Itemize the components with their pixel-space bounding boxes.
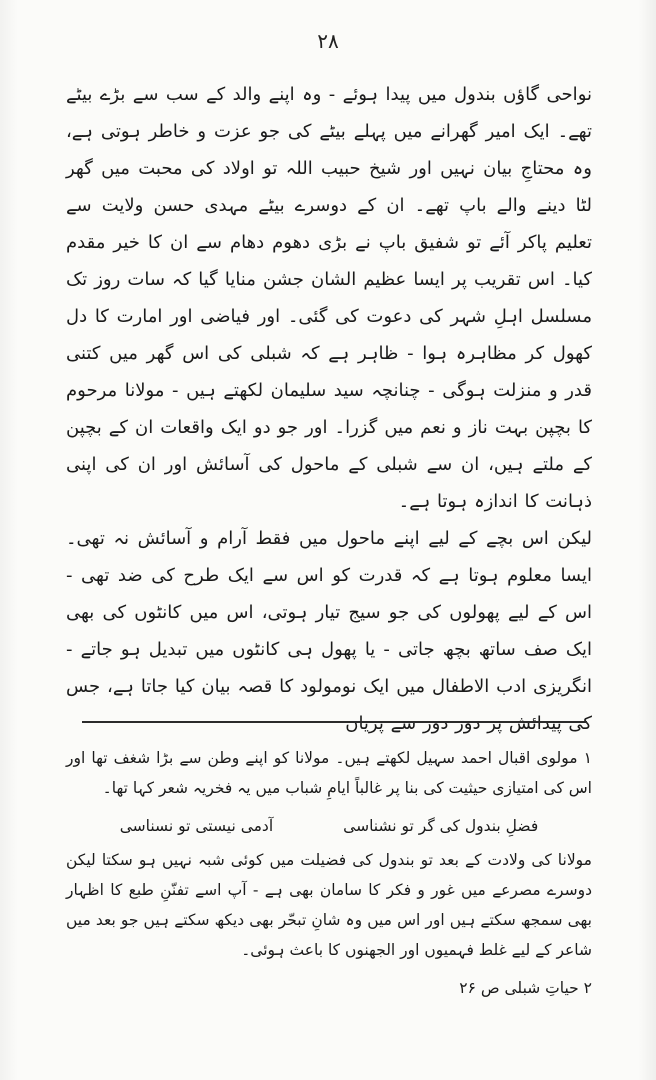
page-number: ۲۸ [317, 29, 339, 53]
verse-first-hemistich: فضلِ بندول کی گر تو نشناسی [343, 817, 539, 835]
verse-second-hemistich: آدمی نیستی تو نسناسی [119, 817, 274, 835]
footnote-1: ۱ مولوی اقبال احمد سہیل لکھتے ہیں۔ مولانا کو اپنے وطن سے بڑا شغف تھا اور اس کی امتیازی حیثیت کی بنا پر غالباً ایامِ شباب میں یہ فخریہ شعر کہا تھا۔ [66, 749, 592, 797]
footnote-2-reference: ۲ حیاتِ شبلی ص ۲۶ [459, 979, 592, 997]
body-paragraph-2: لیکن اس بچے کے لیے اپنے ماحول میں فقط آرام و آسائش نہ تھی۔ ایسا معلوم ہوتا ہے کہ قدرت کو اس سے ایک طرح کی ضد تھی - اس کے لیے پھولوں کی جو سیج تیار ہوتی، اس میں کانٹوں کی بھی ایک صف ساتھ بچھ جاتی - یا پھول ہی کانٹوں میں تبدیل ہو جاتے - انگریزی ادب الاطفال میں ایک نومولود کا قصہ بیان کیا جاتا ہے، جس کی پیدائش پر دور دور سے پریاں [66, 528, 592, 734]
footnotes-section [66, 743, 592, 1003]
footnote-1-continuation: مولانا کی ولادت کے بعد تو بندول کی فضیلت میں کوئی شبہ نہیں ہو سکتا لیکن دوسرے مصرعے میں غور و فکر کا سامان بھی ہے - آپ اسے تفنّنِ طبع کا اظہار بھی سمجھ سکتے ہیں اور اس میں وہ شانِ تبحّر بھی دیکھ سکتے ہیں جو بعد میں شاعر کے لیے غلط فہمیوں اور الجھنوں کا باعث ہوئی۔ [66, 851, 592, 959]
persian-verse [66, 809, 592, 843]
footnote-divider [82, 721, 587, 723]
body-paragraph-1: نواحی گاؤں بندول میں پیدا ہوئے - وہ اپنے والد کے سب سے بڑے بیٹے تھے۔ ایک امیر گھرانے میں پہلے بیٹے کی جو عزت و خاطر ہوتی ہے، وہ محتاجِ بیان نہیں اور شیخ حبیب اللہ تو اولاد کی محبت میں گھر لٹا دینے والے باپ تھے۔ ان کے دوسرے بیٹے مہدی حسن ولایت سے تعلیم پاکر آئے تو شفیق باپ نے بڑی دھوم دھام سے ان کا خیر مقدم کیا۔ اس تقریب پر ایسا عظیم الشان جشن منایا گیا کہ سات روز تک مسلسل اہلِ شہر کی دعوت کی گئی۔ اور فیاضی اور امارت کا دل کھول کر مظاہرہ ہوا - ظاہر ہے کہ شبلی کی اس گھر میں کتنی قدر و منزلت ہوگی - چنانچہ سید سلیمان لکھتے ہیں - مولانا مرحوم کا بچپن بہت ناز و نعم میں گزرا۔ اور جو دو ایک واقعات ان کے بچپن کے ملتے ہیں، ان سے شبلی کے ماحول کی آسائش اور ان کی اپنی ذہانت کا اندازہ ہوتا ہے۔ [66, 84, 592, 512]
main-body-text [66, 76, 592, 742]
